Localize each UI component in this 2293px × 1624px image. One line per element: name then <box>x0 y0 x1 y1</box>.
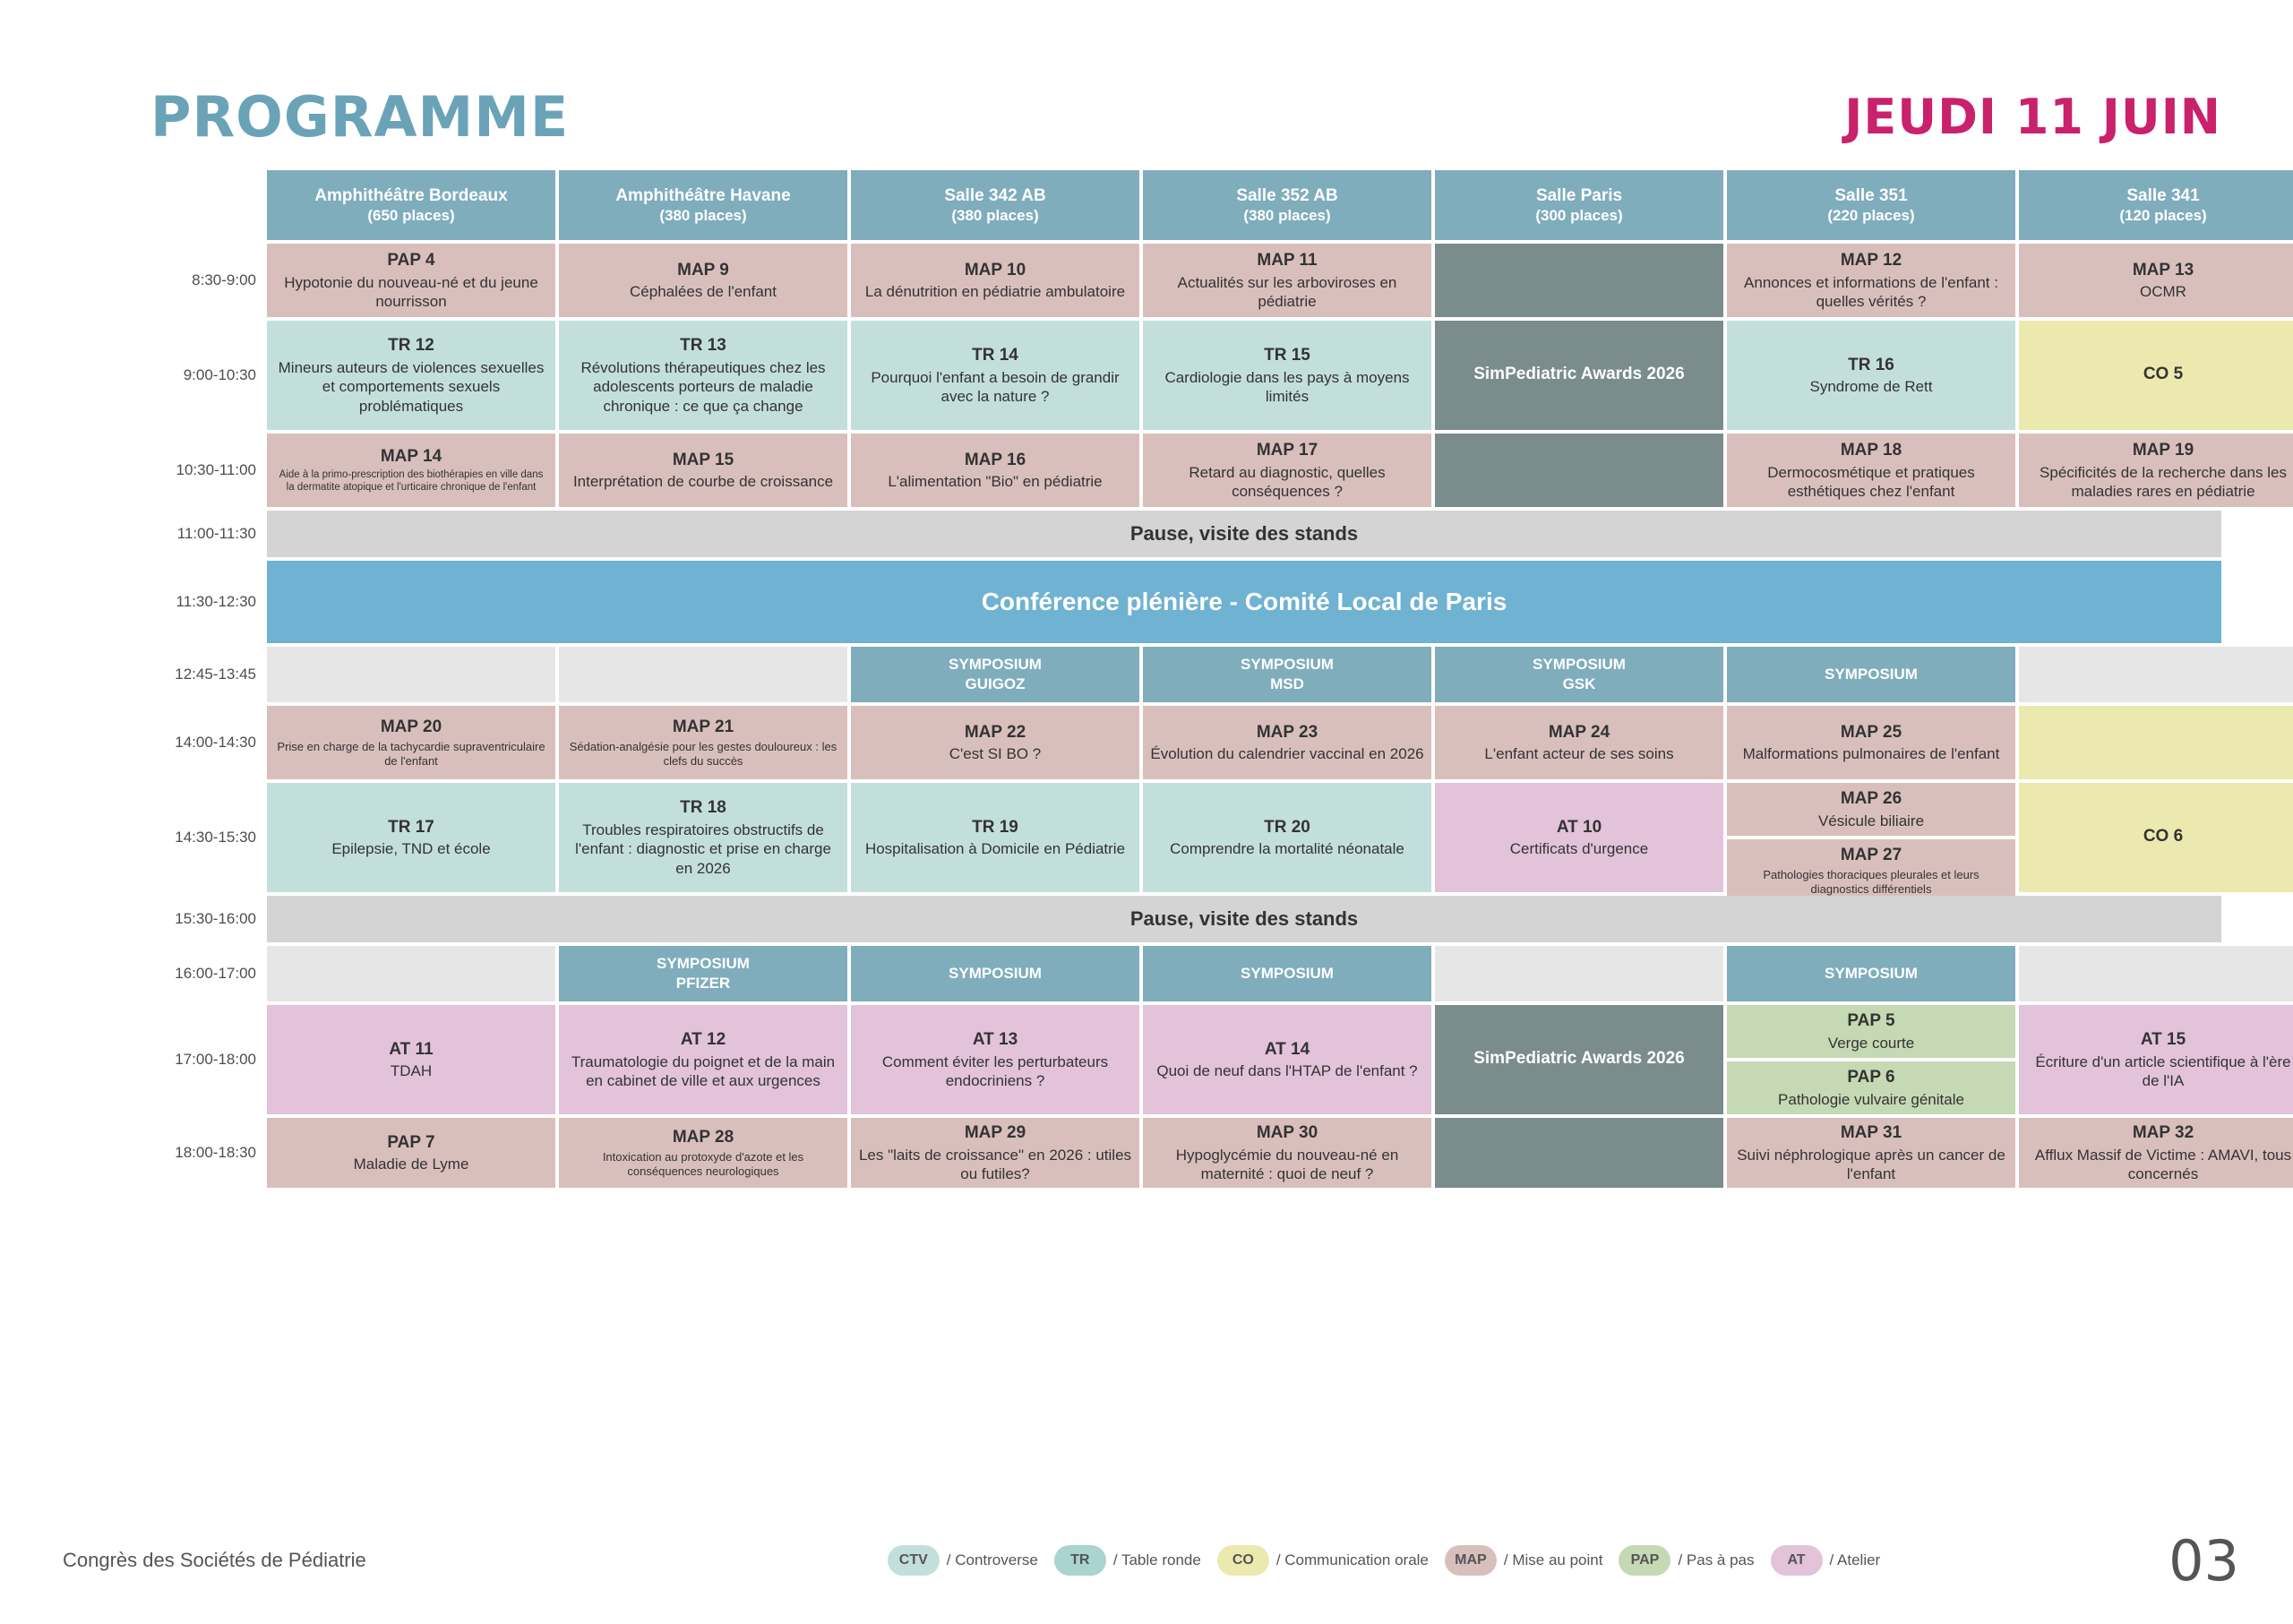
page-number: 03 <box>2168 1527 2239 1594</box>
row-0900 <box>150 321 2221 430</box>
legend-label: / Controverse <box>946 1551 1038 1568</box>
session-symposium-pfizer[interactable] <box>559 946 847 1001</box>
session-sponsor: GUIGOZ <box>965 675 1026 692</box>
co-chip: CO <box>1217 1545 1269 1576</box>
session-title: Retard au diagnostic, quelles conséquences ? <box>1189 463 1386 500</box>
session-symposium-351-1600[interactable] <box>1727 946 2015 1001</box>
session-symposium-352-1600[interactable] <box>1143 946 1431 1001</box>
time-label-1530: 15:30-16:00 <box>175 910 256 927</box>
session-at-12[interactable] <box>559 1005 847 1114</box>
session-map-19[interactable] <box>2019 434 2293 507</box>
page-title: PROGRAMME <box>150 83 570 150</box>
session-code: MAP 32 <box>2132 1122 2194 1142</box>
session-title: Certificats d'urgence <box>1509 840 1649 858</box>
column-header-name: Salle 342 AB <box>944 185 1046 205</box>
time-col-spacer <box>150 170 267 240</box>
session-code: MAP 18 <box>1840 440 1902 460</box>
session-title: Vésicule biliaire <box>1817 812 1925 829</box>
session-tr-15[interactable] <box>1143 321 1431 430</box>
session-sponsor: MSD <box>1270 675 1304 692</box>
column-header-salle-341 <box>2019 170 2293 240</box>
time-label-1800: 18:00-18:30 <box>175 1144 256 1161</box>
session-map-23[interactable] <box>1143 706 1431 779</box>
session-sponsor: GSK <box>1562 675 1596 692</box>
empty-cell-bordeaux-1600 <box>267 946 555 1001</box>
row-1245 <box>150 647 2221 702</box>
session-code: MAP 29 <box>964 1122 1026 1142</box>
session-title: Spécificités de la recherche dans les maladies rares en pédiatrie <box>2040 463 2287 500</box>
row-1100-pause <box>150 511 2221 557</box>
session-pap-7[interactable] <box>267 1118 555 1188</box>
session-paris-morning-bottom <box>1435 434 1723 507</box>
session-code: MAP 9 <box>677 260 729 279</box>
row-1130-pleniere <box>150 561 2221 643</box>
time-label-1400: 14:00-14:30 <box>175 734 256 751</box>
session-tr-18[interactable] <box>559 783 847 892</box>
session-code: AT 15 <box>2140 1029 2186 1049</box>
time-label-1245: 12:45-13:45 <box>175 666 256 683</box>
session-title: Interprétation de courbe de croissance <box>572 473 834 491</box>
session-title: Évolution du calendrier vaccinal en 2026 <box>1150 745 1424 763</box>
session-title: Cardiologie dans les pays à moyens limités <box>1164 368 1410 405</box>
session-tr-16[interactable] <box>1727 321 2015 430</box>
session-title: Comment éviter les perturbateurs endocriniens ? <box>881 1053 1109 1089</box>
session-title: Comprendre la mortalité néonatale <box>1170 840 1404 858</box>
day-title: JEUDI 11 JUIN <box>1844 88 2221 145</box>
session-code: AT 14 <box>1264 1039 1310 1059</box>
session-title: Suivi néphrologique après un cancer de l'enfant <box>1737 1146 2005 1182</box>
legend-label: / Table ronde <box>1112 1551 1201 1568</box>
session-code: TR 16 <box>1848 355 1894 374</box>
schedule-grid <box>150 170 2292 1191</box>
session-code: PAP 6 <box>1847 1068 1895 1087</box>
session-tr-13[interactable] <box>559 321 847 430</box>
session-title: Troubles respiratoires obstructifs de l'enfant : diagnostic et prise en charge en 2026 <box>575 821 831 877</box>
session-title: TDAH <box>390 1062 433 1080</box>
time-label-1600: 16:00-17:00 <box>175 965 256 982</box>
pause-band-afternoon: Pause, visite des stands <box>267 896 2221 942</box>
session-title: Actualités sur les arboviroses en pédiatrie <box>1177 273 1397 310</box>
session-code: AT 13 <box>972 1029 1018 1049</box>
session-pap-4[interactable] <box>267 244 555 317</box>
session-code: TR 19 <box>972 817 1018 837</box>
legend-item-co <box>1217 1545 1429 1576</box>
session-simpediatric-awards-evening[interactable] <box>1435 1005 1723 1114</box>
session-code: SYMPOSIUM <box>949 655 1042 673</box>
row-1800 <box>150 1118 2292 1188</box>
session-co-5[interactable] <box>2019 321 2293 430</box>
session-map-16[interactable] <box>851 434 1139 507</box>
session-tr-12[interactable] <box>267 321 555 430</box>
empty-cell-bordeaux-1245 <box>267 647 555 702</box>
session-map-28[interactable] <box>559 1118 847 1188</box>
session-at-13[interactable] <box>851 1005 1139 1114</box>
column-header-capacity: (380 places) <box>659 207 747 225</box>
session-symposium-guigoz[interactable] <box>851 647 1139 702</box>
session-map-29[interactable] <box>851 1118 1139 1188</box>
time-label-1100: 11:00-11:30 <box>176 525 256 542</box>
session-title: Traumatologie du poignet et de la main en cabinet de ville et aux urgences <box>571 1053 836 1089</box>
legend-item-at <box>1771 1545 1881 1576</box>
column-header-capacity: (380 places) <box>951 207 1039 225</box>
session-title: Prise en charge de la tachycardie supraventriculaire de l'enfant <box>277 739 545 768</box>
row-1700 <box>150 1005 2291 1114</box>
session-code: SYMPOSIUM <box>1241 655 1334 673</box>
session-title: Sédation-analgésie pour les gestes douloureux : les clefs du succès <box>569 739 837 768</box>
session-title: C'est SI BO ? <box>949 745 1042 763</box>
column-header-name: Amphithéâtre Bordeaux <box>314 185 508 205</box>
time-label-0830: 8:30-9:00 <box>192 271 256 288</box>
legend-item-map <box>1445 1545 1603 1576</box>
session-title: Les "laits de croissance" en 2026 : utiles ou futiles? <box>858 1146 1132 1182</box>
session-title: Malformations pulmonaires de l'enfant <box>1742 745 2000 763</box>
time-label-1430: 14:30-15:30 <box>175 829 256 846</box>
legend-item-ctv <box>888 1545 1038 1576</box>
row-0830 <box>150 244 2221 317</box>
session-simpediatric-awards-morning[interactable] <box>1435 321 1723 430</box>
session-code: SYMPOSIUM <box>657 954 750 972</box>
session-at-10[interactable] <box>1435 783 1723 892</box>
session-code: PAP 7 <box>387 1132 435 1152</box>
legend-label: / Communication orale <box>1275 1551 1429 1568</box>
session-paris-morning-top <box>1435 244 1723 317</box>
column-header-name: Salle 341 <box>2126 185 2200 205</box>
session-title: Dermocosmétique et pratiques esthétiques chez l'enfant <box>1767 463 1975 500</box>
session-map-18[interactable] <box>1727 434 2015 507</box>
session-code: MAP 31 <box>1840 1122 1902 1142</box>
session-tr-14[interactable] <box>851 321 1139 430</box>
session-code: MAP 17 <box>1256 440 1318 460</box>
session-map-30[interactable] <box>1143 1118 1431 1188</box>
column-header-name: Salle Paris <box>1535 185 1623 205</box>
session-title: OCMR <box>2140 283 2186 301</box>
session-title: Mineurs auteurs de violences sexuelles et comportements sexuels problématiques <box>278 359 545 415</box>
session-title: Pathologie vulvaire génitale <box>1778 1090 1964 1108</box>
session-map-10[interactable] <box>851 244 1139 317</box>
session-map-31[interactable] <box>1727 1118 2015 1188</box>
time-label-1030: 10:30-11:00 <box>176 461 256 478</box>
session-pap-5[interactable] <box>1727 1005 2015 1058</box>
session-code: TR 18 <box>680 798 726 818</box>
session-title: Pourquoi l'enfant a besoin de grandir avec la nature ? <box>871 368 1120 405</box>
session-code: TR 15 <box>1264 345 1310 365</box>
column-header-capacity: (650 places) <box>367 207 455 225</box>
session-map-15[interactable] <box>559 434 847 507</box>
session-code: AT 12 <box>680 1029 726 1049</box>
legend-item-tr <box>1054 1545 1201 1576</box>
tr-chip: TR <box>1054 1545 1106 1576</box>
session-code: TR 20 <box>1264 817 1310 837</box>
session-title: Hypoglycémie du nouveau-né en maternité : quoi de neuf ? <box>1175 1146 1399 1182</box>
column-header-salle-351 <box>1727 170 2015 240</box>
session-map-9[interactable] <box>559 244 847 317</box>
pause-band-morning: Pause, visite des stands <box>267 511 2221 557</box>
session-code: CO 5 <box>2143 365 2184 384</box>
session-code: SYMPOSIUM <box>1825 964 1918 982</box>
session-pap-6[interactable] <box>1727 1061 2015 1114</box>
at-chip: AT <box>1771 1545 1823 1576</box>
session-code: SimPediatric Awards 2026 <box>1473 365 1685 384</box>
session-title: Intoxication au protoxyde d'azote et les conséquences neurologiques <box>602 1149 804 1178</box>
column-header-salle-342 <box>851 170 1139 240</box>
session-title: La dénutrition en pédiatrie ambulatoire <box>864 283 1126 301</box>
session-title: Céphalées de l'enfant <box>630 283 777 301</box>
session-title: L'enfant acteur de ses soins <box>1484 745 1674 763</box>
session-code: MAP 13 <box>2132 260 2194 279</box>
empty-cell-341-1600 <box>2019 946 2293 1001</box>
session-code: MAP 10 <box>964 260 1026 279</box>
column-header-bordeaux <box>267 170 555 240</box>
session-code: MAP 30 <box>1256 1122 1318 1142</box>
session-code: MAP 11 <box>1257 250 1318 270</box>
session-map-26[interactable] <box>1727 783 2015 836</box>
session-map-24[interactable] <box>1435 706 1723 779</box>
session-symposium-351[interactable] <box>1727 647 2015 702</box>
session-paris-evening-bottom <box>1435 1118 1723 1188</box>
session-symposium-342-1600[interactable] <box>851 946 1139 1001</box>
session-map-12[interactable] <box>1727 244 2015 317</box>
column-header-capacity: (300 places) <box>1535 207 1623 225</box>
column-header-capacity: (220 places) <box>1827 207 1915 225</box>
empty-cell-paris-1600 <box>1435 946 1723 1001</box>
session-code: MAP 22 <box>964 722 1026 742</box>
legend-label: / Atelier <box>1829 1551 1881 1568</box>
session-map-13[interactable] <box>2019 244 2293 317</box>
session-code: TR 13 <box>680 336 726 356</box>
session-code: TR 12 <box>388 336 434 356</box>
legend <box>636 1545 2132 1576</box>
map-chip: MAP <box>1445 1545 1497 1576</box>
pap-chip: PAP <box>1619 1545 1670 1576</box>
row-1430 <box>150 783 2221 896</box>
session-at-15[interactable] <box>2019 1005 2293 1114</box>
session-code: MAP 24 <box>1548 722 1610 742</box>
column-header-name: Salle 351 <box>1834 185 1908 205</box>
session-code: MAP 20 <box>380 717 442 736</box>
session-tr-20[interactable] <box>1143 783 1431 892</box>
session-co-6[interactable] <box>2019 783 2293 892</box>
conference-pleniere[interactable]: Conférence plénière - Comité Local de Paris <box>267 561 2221 643</box>
session-symposium-gsk[interactable] <box>1435 647 1723 702</box>
session-title: Pathologies thoraciques pleurales et leurs diagnostics différentiels <box>1763 867 1980 896</box>
session-code: SYMPOSIUM <box>1825 665 1918 683</box>
page-header <box>150 81 2221 152</box>
session-symposium-msd[interactable] <box>1143 647 1431 702</box>
column-header-row <box>150 170 2221 240</box>
column-header-havane <box>559 170 847 240</box>
session-code: MAP 15 <box>672 450 734 469</box>
session-tr-19[interactable] <box>851 783 1139 892</box>
session-code: MAP 14 <box>380 447 442 467</box>
session-map-32[interactable] <box>2019 1118 2293 1188</box>
session-map-20[interactable] <box>267 706 555 779</box>
session-title: Quoi de neuf dans l'HTAP de l'enfant ? <box>1156 1062 1418 1080</box>
time-label-0900: 9:00-10:30 <box>183 366 256 383</box>
column-header-name: Amphithéâtre Havane <box>615 185 791 205</box>
session-title: Maladie de Lyme <box>353 1156 469 1173</box>
session-map-22[interactable] <box>851 706 1139 779</box>
session-code: AT 10 <box>1556 817 1602 837</box>
session-code: TR 14 <box>972 345 1018 365</box>
session-code: MAP 25 <box>1840 722 1902 742</box>
session-map-25[interactable] <box>1727 706 2015 779</box>
session-map-17[interactable] <box>1143 434 1431 507</box>
session-code: MAP 26 <box>1840 789 1902 808</box>
session-code: SYMPOSIUM <box>1241 964 1334 982</box>
session-tr-17[interactable] <box>267 783 555 892</box>
session-title: L'alimentation "Bio" en pédiatrie <box>888 473 1103 491</box>
session-map-27[interactable] <box>1727 839 2015 902</box>
legend-label: / Pas à pas <box>1678 1551 1755 1568</box>
session-title: Hospitalisation à Domicile en Pédiatrie <box>864 840 1126 858</box>
empty-cell-341-1245 <box>2019 647 2293 702</box>
session-code: MAP 21 <box>672 717 734 736</box>
session-code: MAP 12 <box>1840 250 1902 270</box>
session-map-21[interactable] <box>559 706 847 779</box>
legend-label: / Mise au point <box>1503 1551 1603 1568</box>
session-title: Écriture d'un article scientifique à l'ère de l'IA <box>2035 1053 2291 1089</box>
session-title: Hypotonie du nouveau-né et du jeune nourrisson <box>284 273 538 310</box>
congres-label: Congrès des Sociétés de Pédiatrie <box>63 1549 366 1571</box>
session-code: PAP 5 <box>1847 1011 1895 1030</box>
session-code: PAP 4 <box>387 250 435 270</box>
session-map-11[interactable] <box>1143 244 1431 317</box>
session-title: Syndrome de Rett <box>1809 378 1933 396</box>
session-stack-351-1700 <box>1727 1005 2015 1114</box>
session-stack-351-1430 <box>1727 783 2015 896</box>
session-code: SYMPOSIUM <box>949 964 1042 982</box>
column-header-capacity: (120 places) <box>2119 207 2207 225</box>
ctv-chip: CTV <box>888 1545 940 1576</box>
session-code: MAP 23 <box>1256 722 1318 742</box>
session-code: MAP 27 <box>1840 846 1902 864</box>
session-title: Révolutions thérapeutiques chez les adolescents porteurs de maladie chronique : ce que ça change <box>580 359 826 415</box>
legend-item-pap <box>1619 1545 1754 1576</box>
page-footer <box>63 1529 2239 1592</box>
session-title: Afflux Massif de Victime : AMAVI, tous concernés <box>2034 1146 2292 1182</box>
column-header-salle-352 <box>1143 170 1431 240</box>
session-sponsor: PFIZER <box>675 975 731 992</box>
column-header-salle-paris <box>1435 170 1723 240</box>
session-title: Verge courte <box>1827 1034 1915 1052</box>
row-1530-pause <box>150 896 2221 942</box>
empty-cell-havane-1245 <box>559 647 847 702</box>
session-at-14[interactable] <box>1143 1005 1431 1114</box>
session-code: MAP 19 <box>2132 440 2194 460</box>
session-title: Epilepsie, TND et école <box>331 840 491 858</box>
time-label-1700: 17:00-18:00 <box>175 1051 256 1068</box>
session-code: TR 17 <box>388 817 434 837</box>
session-title: Aide à la primo-prescription des biothérapies en ville dans la dermatite atopique et l'urticaire chronique de l'enfant <box>279 469 544 493</box>
column-header-capacity: (380 places) <box>1243 207 1331 225</box>
session-map-14[interactable] <box>267 434 555 507</box>
session-title: Annonces et informations de l'enfant : quelles vérités ? <box>1744 273 1998 310</box>
column-header-name: Salle 352 AB <box>1236 185 1338 205</box>
session-code: CO 6 <box>2143 827 2184 846</box>
session-co-6-top <box>2019 706 2293 779</box>
session-code: SimPediatric Awards 2026 <box>1473 1049 1685 1069</box>
session-code: MAP 28 <box>672 1127 734 1147</box>
time-label-1130: 11:30-12:30 <box>176 593 256 610</box>
session-code: MAP 16 <box>964 450 1026 469</box>
session-at-11[interactable] <box>267 1005 555 1114</box>
row-1600 <box>150 946 2221 1001</box>
session-code: AT 11 <box>389 1039 434 1059</box>
session-code: SYMPOSIUM <box>1533 655 1626 673</box>
row-1400 <box>150 706 2221 779</box>
row-1030 <box>150 434 2287 507</box>
